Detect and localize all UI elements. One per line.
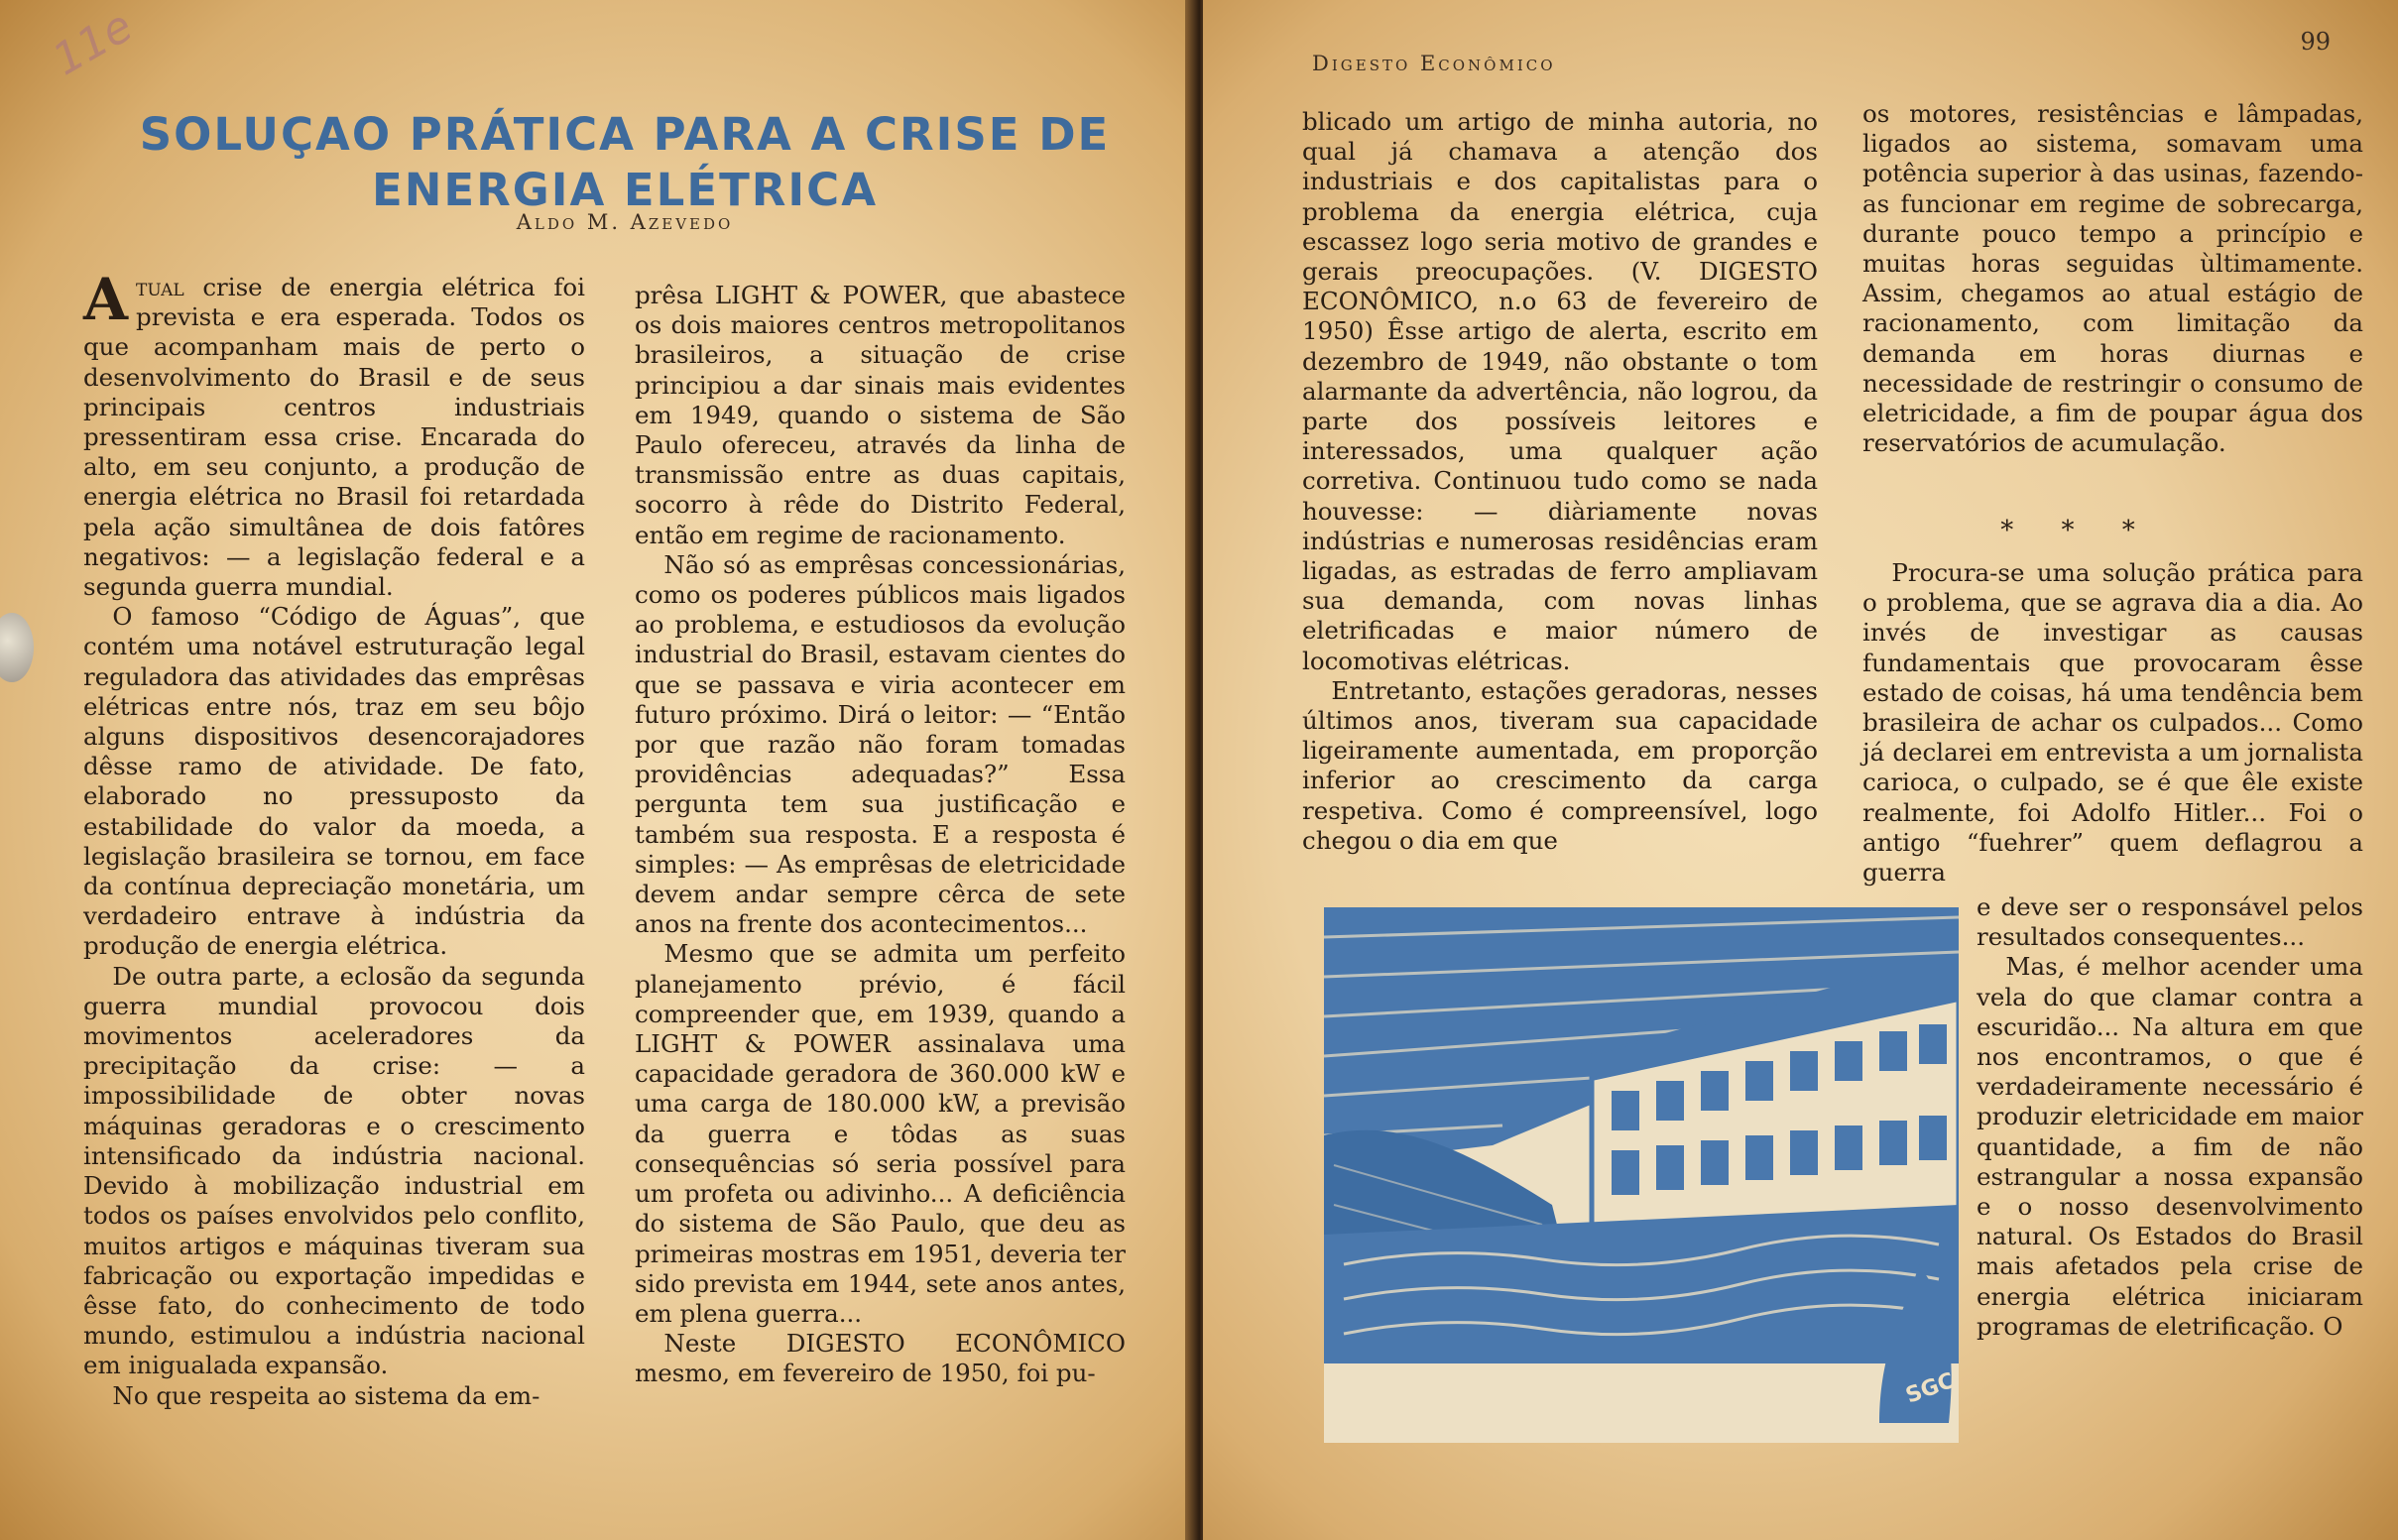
running-header: Digesto Econômico bbox=[1312, 52, 1556, 75]
drop-cap: A bbox=[83, 266, 129, 333]
text-column-1 bbox=[83, 266, 585, 1411]
article-author: Aldo M. Azevedo bbox=[516, 210, 734, 234]
paragraph: Mesmo que se admita um perfeito planejamento prévio, é fácil compreender que, em 1939, quando a LIGHT & POWER assinalava uma capacidade geradora de 360.000 kW e uma carga de 180.000 kW, a previsão da guerra e tôdas as suas consequências só seria possível para um profeta ou adivinho... A deficiência do sistema de São Paulo, que deu as primeiras mostras em 1951, deveria ter sido prevista em 1944, sete anos antes, em plena guerra... bbox=[635, 939, 1126, 1328]
text-column-4 bbox=[1862, 99, 2363, 458]
paragraph: O famoso “Código de Águas”, que contém uma notável estruturação legal reguladora das atividades das emprêsas elétricas entre nós, traz em seu bôjo alguns dispositivos desencorajadores dêsse ramo de atividade. De fato, elaborado no pressuposto da estabilidade do valor da moeda, a legislação brasileira se tornou, em face da contínua depreciação monetária, um verdadeiro entrave à indústria da produção de energia elétrica. bbox=[83, 602, 585, 961]
text-column-3 bbox=[1302, 107, 1818, 856]
binding-hole bbox=[0, 613, 34, 682]
paragraph-text: crise de energia elétrica foi prevista e era esperada. Todos os que acompanham mais de perto o desenvolvimento do Brasil e de seus principais centros industriais pressentiram essa crise. Encarada do alto, em seu conjunto, a produção de energia elétrica no Brasil foi retardada pela ação simultânea de dois fatôres negativos: — a legislação federal e a segunda guerra mundial. bbox=[83, 273, 585, 602]
power-station-illustration bbox=[1324, 907, 1959, 1443]
paragraph: Neste DIGESTO ECONÔMICO mesmo, em fevereiro de 1950, foi pu- bbox=[635, 1329, 1126, 1388]
paragraph: De outra parte, a eclosão da segunda guerra mundial provocou dois movimentos aceleradores da precipitação da crise: — a impossibilidade de obter novas máquinas geradoras e o crescimento intensificado da indústria nacional. Devido à mobilização industrial em todos os países envolvidos pelo conflito, muitos artigos e máquinas tiveram sua fabricação ou exportação impedidas e êsse fato, do conhecimento de todo mundo, estimulou a indústria nacional em inigualada expansão. bbox=[83, 961, 585, 1380]
paragraph: Entretanto, estações geradoras, nesses últimos anos, tiveram sua capacidade ligeiramente aumentada, em proporção inferior ao crescimento da carga respetiva. Como é compreensível, logo chegou o dia em que bbox=[1302, 675, 1818, 855]
text-column-2 bbox=[635, 281, 1126, 1389]
paragraph: e deve ser o responsável pelos resultados consequentes... bbox=[1977, 892, 2363, 952]
article-title: SOLUÇAO PRÁTICA PARA A CRISE DE ENERGIA ELÉTRICA bbox=[139, 108, 1111, 216]
paragraph: prêsa LIGHT & POWER, que abastece os dois maiores centros metropolitanos brasileiros, a situação de crise principiou a dar sinais mais evidentes em 1949, quando o sistema de São Paulo ofereceu, através da linha de transmissão entre as duas capitais, socorro à rêde do Distrito Federal, então em regime de racionamento. bbox=[635, 281, 1126, 549]
paragraph: blicado um artigo de minha autoria, no qual já chamava a atenção dos industriais e dos capitalistas para o problema da energia elétrica, cuja escassez logo seria motivo de grandes e gerais preocupações. (V. DIGESTO ECONÔMICO, n.o 63 de fevereiro de 1950) Êsse artigo de alerta, escrito em dezembro de 1949, não obstante o tom alarmante da advertência, não logrou, da parte dos possíveis leitores e interessados, uma qualquer ação corretiva. Continuou tudo como se nada houvesse: — diàriamente novas indústrias e numerosas residências eram ligadas, as estradas de ferro ampliavam sua demanda, com novas linhas eletrificadas e maior número de locomotivas elétricas. bbox=[1302, 107, 1818, 675]
paragraph: Mas, é melhor acender uma vela do que clamar contra a escuridão... Na altura em que nos encontramos, o que é verdadeiramente necessário é produzir eletricidade em maior quantidade, a fim de não estrangular a nossa expansão e o nosso desenvolvimento natural. Os Estados do Brasil mais afetados pela crise de energia elétrica iniciaram programas de eletrificação. O bbox=[1977, 952, 2363, 1341]
illustration-signature: SGC bbox=[1902, 1368, 1959, 1409]
pencil-annotation: 11e bbox=[44, 0, 142, 86]
section-divider-stars: * * * bbox=[2000, 516, 2155, 545]
paragraph bbox=[83, 266, 585, 602]
small-caps-word: tual bbox=[136, 273, 184, 301]
left-page bbox=[0, 0, 1193, 1540]
paragraph: Procura-se uma solução prática para o problema, que se agrava dia a dia. Ao invés de investigar as causas fundamentais que provocaram êsse estado de coisas, há uma tendência bem brasileira de achar os culpados... Como já declarei em entrevista a um jornalista carioca, o culpado, se é que êle existe realmente, foi Adolfo Hitler... Foi o antigo “fuehrer” quem deflagrou a guerra bbox=[1862, 558, 2363, 888]
text-column-4b bbox=[1862, 558, 2363, 888]
paragraph: No que respeita ao sistema da em- bbox=[112, 1380, 540, 1410]
paragraph: os motores, resistências e lâmpadas, ligados ao sistema, somavam uma potência superior à das usinas, fazendo-as funcionar em regime de sobrecarga, durante pouco tempo a princípio e muitas horas seguidas ùltimamente. Assim, chegamos ao atual estágio de racionamento, com limitação da demanda em horas diurnas e necessidade de restringir o consumo de eletricidade, a fim de poupar água dos reservatórios de acumulação. bbox=[1862, 99, 2363, 458]
page-number: 99 bbox=[2300, 28, 2331, 56]
paragraph: Não só as emprêsas concessionárias, como os poderes públicos mais ligados ao problema, e estudiosos da evolução industrial do Brasil, estavam cientes do que se passava e viria acontecer em futuro próximo. Dirá o leitor: — “Então por que razão não foram tomadas providências adequadas?” Essa pergunta tem sua justificação e também sua resposta. E a resposta é simples: — As emprêsas de eletricidade devem andar sempre cêrca de sete anos na frente dos acontecimentos... bbox=[635, 549, 1126, 939]
text-column-4c bbox=[1977, 892, 2363, 1342]
